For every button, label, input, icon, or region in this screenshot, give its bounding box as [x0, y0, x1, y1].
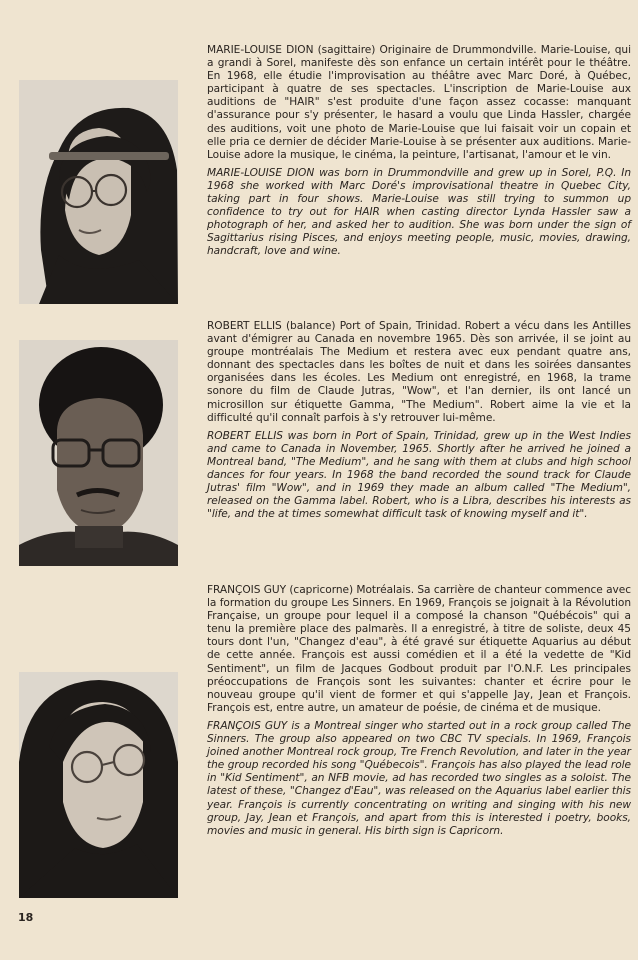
portrait-photo-francois-guy: [19, 672, 178, 898]
page-number: 18: [18, 911, 34, 924]
bio-english-text: MARIE-LOUISE DION was born in Drummondville and grew up in Sorel, P.Q. In 1968 she worked with Marc Doré's improvisational theatre in Quebec City, taking part in four shows. Marie-Louise was still trying to summon up confidence to try out for HAIR when casting director Lynda Hassler saw a photograph of her, and asked her to audition. She was born under the sign of Sagittarius rising Pisces, and enjoys meeting people, music, movies, drawing, handcraft, love and wine.: [207, 166, 631, 258]
bio-robert-ellis: [207, 320, 631, 521]
bio-french-text: MARIE-LOUISE DION (sagittaire) Originaire de Drummondville. Marie-Louise, qui a grandi à Sorel, manifeste dès son enfance un certain intérêt pour le théâtre. En 1968, elle étudie l'improvisation au théâtre avec Marc Doré, à Québec, participant à quatre de ses spectacles. L'inscription de Marie-Louise aux auditions de "HAIR" s'est produite d'une façon assez cocasse: manquant d'assurance pour s'y présenter, le hasard a voulu que Linda Hassler, chargée des auditions, voit une photo de Marie-Louise que lui faisait voir un copain et elle pria ce dernier de décider Marie-Louise à se présenter aux auditions. Marie-Louise adore la musique, le cinéma, la peinture, l'artisanat, l'amour et le vin.: [207, 44, 631, 161]
portrait-photo-robert-ellis: [19, 340, 178, 566]
bio-francois-guy: [207, 584, 631, 838]
bio-marie-louise-dion: [207, 44, 631, 259]
bio-french-text: FRANÇOIS GUY (capricorne) Motréalais. Sa carrière de chanteur commence avec la formation du groupe Les Sinners. En 1969, François se joignait à la Révolution Française, un groupe pour lequel il a composé la chanson "Québécois" qui a tenu la première place des palmarès. Il a enregistré, à titre de soliste, deux 45 tours dont l'un, "Changez d'eau", à été gravé sur étiquette Aquarius au début de cette année. François est aussi comédien et il a été la vedette de "Kid Sentiment", un film de Jacques Godbout produit par l'O.N.F. Les principales préoccupations de François sont les suivantes: chanter et écrire pour le nouveau groupe qu'il vient de former et qui s'appelle Jay, Jean et François. François est, entre autre, un amateur de poésie, de cinéma et de musique.: [207, 584, 631, 714]
bio-english-text: FRANÇOIS GUY is a Montreal singer who started out in a rock group called The Sinners. The group also appeared on two CBC TV specials. In 1969, François joined another Montreal rock group, Tre French Revolution, and later in the year the group recorded his song "Québecois". François has also played the lead role in "Kid Sentiment", an NFB movie, ad has recorded two singles as a soloist. The latest of these, "Changez d'Eau", was released on the Aquarius label earlier this year. François is currently concentrating on writing and singing with his new group, Jay, Jean et François, and apart from this is interested i poetry, books, movies and music in general. His birth sign is Capricorn.: [207, 719, 631, 837]
bio-english-text: ROBERT ELLIS was born in Port of Spain, Trinidad, grew up in the West Indies and came to Canada in November, 1965. Shortly after he arrived he joined a Montreal band, "The Medium", and he sang with them at clubs and high school dances for four years. In 1968 the band recorded the sound track for Claude Jutras' film "Wow", and in 1969 they made an album called "The Medium", released on the Gamma label. Robert, who is a Libra, describes his interests as "life, and the at times somewhat difficult task of knowing myself and it".: [207, 429, 631, 521]
bio-french-text: ROBERT ELLIS (balance) Port of Spain, Trinidad. Robert a vécu dans les Antilles avant d'émigrer au Canada en novembre 1965. Dès son arrivée, il se joint au groupe montréalais The Medium et restera avec eux pendant quatre ans, donnant des spectacles dans les boîtes de nuit et dans les soirées dansantes organisées dans les écoles. Les Medium ont enregistré, en 1968, la trame sonore du film de Claude Jutras, "Wow", et l'an dernier, ils ont lancé un microsillon sur étiquette Gamma, "The Medium". Robert aime la vie et la difficulté qu'il connaît parfois à s'y retrouver lui-même.: [207, 320, 631, 424]
portrait-photo-marie-louise: [19, 80, 178, 304]
